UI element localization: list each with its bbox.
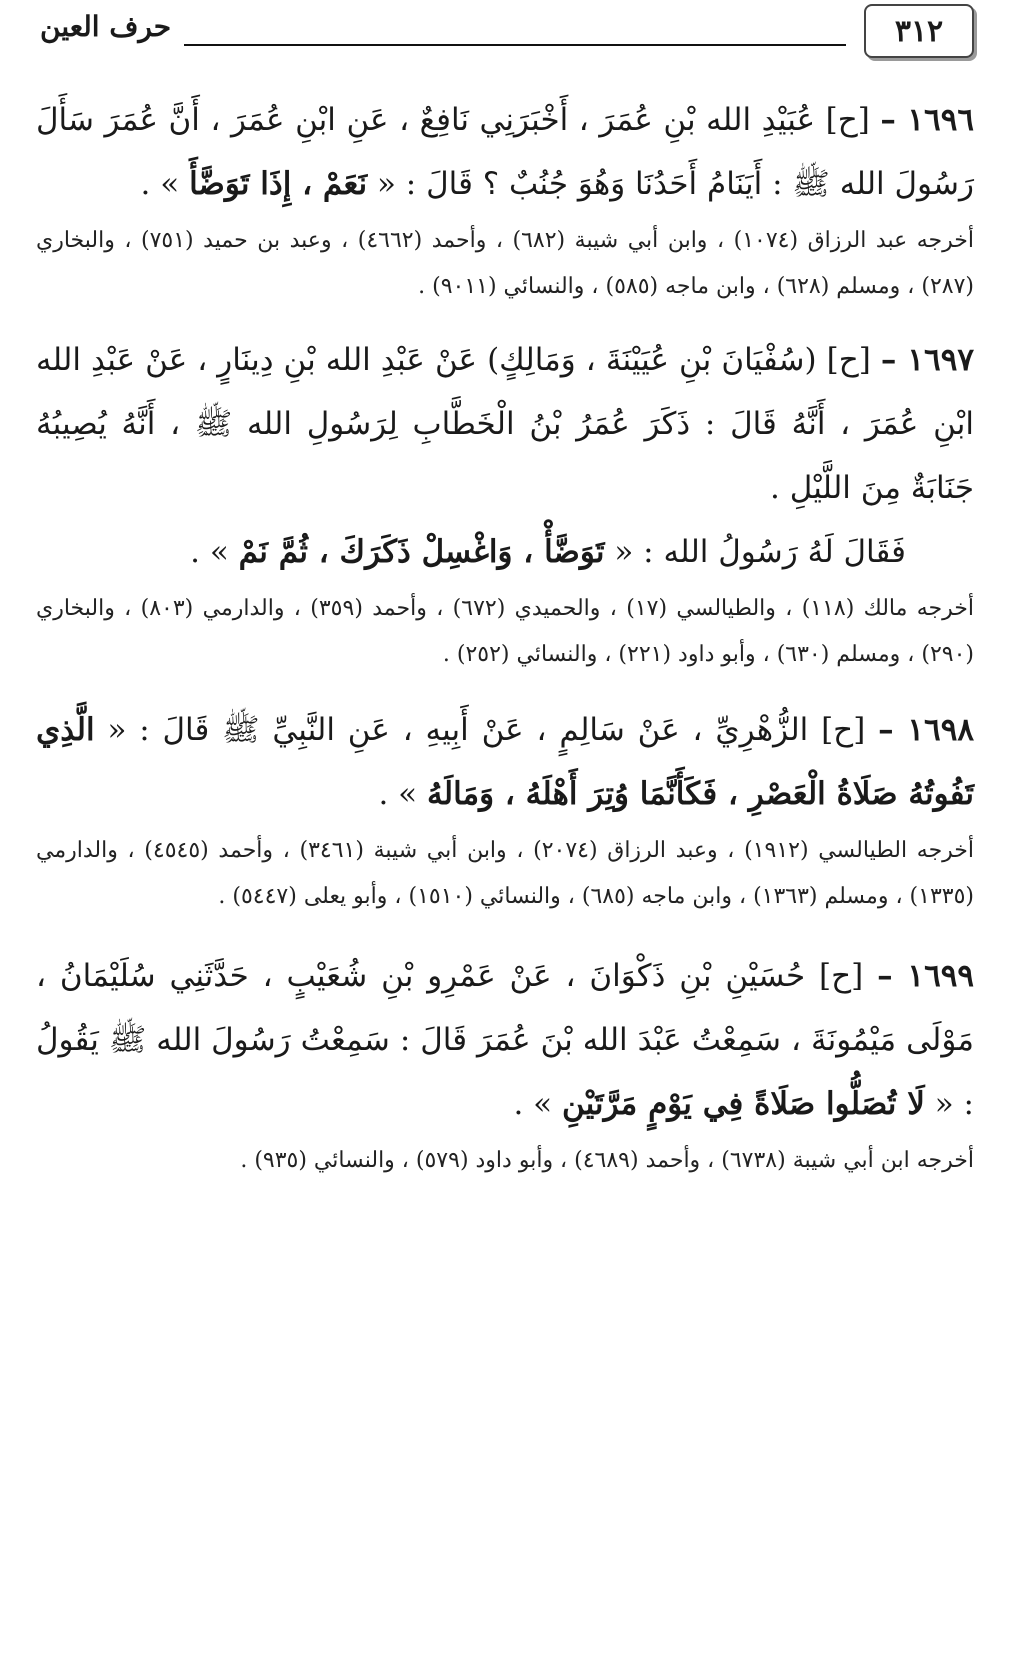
takhrij: أخرجه ابن أبي شيبة (٦٧٣٨) ، وأحمد (٤٦٨٩) ، وأبو داود (٥٧٩) ، والنسائي (٩٣٥) . <box>240 1148 974 1173</box>
hadith-number: ١٦٩٨ – <box>878 712 974 748</box>
hadith-end: » . <box>513 1086 553 1122</box>
running-title: حرف العين <box>40 10 172 43</box>
hadith-number: ١٦٩٩ – <box>877 958 975 994</box>
hadith-1698 <box>36 698 974 920</box>
hadith-text <box>36 698 974 826</box>
hadith-number: ١٦٩٧ – <box>880 342 975 378</box>
hadith-1696 <box>36 88 974 310</box>
hadith-text <box>36 944 974 1136</box>
hadith-text <box>36 328 974 584</box>
hadith-continuation <box>36 520 974 584</box>
hadith-quote: نَعَمْ ، إِذَا تَوَضَّأَ <box>189 166 368 202</box>
hadith-end: » . <box>378 776 418 812</box>
page-header <box>36 4 974 60</box>
header-rule <box>184 44 846 46</box>
hadith-1699 <box>36 944 974 1184</box>
hadith-number: ١٦٩٦ – <box>880 102 975 138</box>
page-body <box>36 88 974 1184</box>
hadith-end: » . <box>140 166 180 202</box>
hadith-quote: الَّذِي تَفُوتُهُ صَلَاةُ الْعَصْرِ ، فَكَأَنَّمَا وُتِرَ أَهْلَهُ ، وَمَالَهُ <box>36 712 974 812</box>
hadith-1697 <box>36 328 974 678</box>
hadith-chain: [ح] الزُّهْرِيِّ ، عَنْ سَالِمٍ ، عَنْ أَبِيهِ ، عَنِ النَّبِيِّ ﷺ قَالَ : « <box>107 712 866 748</box>
hadith-text <box>36 88 974 216</box>
hadith-end: » . <box>190 534 229 570</box>
hadith-quote: تَوَضَّأْ ، وَاغْسِلْ ذَكَرَكَ ، ثُمَّ نَمْ <box>238 534 605 570</box>
page-number: ٣١٢ <box>864 4 974 58</box>
hadith-chain: [ح] عُبَيْدِ الله بْنِ عُمَرَ ، أَخْبَرَنِي نَافِعٌ ، عَنِ ابْنِ عُمَرَ ، أَنَّ عُمَرَ سَأَلَ رَسُولَ الله ﷺ : أَيَنَامُ أَحَدُنَا وَهُوَ جُنُبٌ ؟ قَالَ : « <box>36 102 974 202</box>
hadith-chain: [ح] حُسَيْنِ بْنِ ذَكْوَانَ ، عَنْ عَمْرِو بْنِ شُعَيْبٍ ، حَدَّثَنِي سُلَيْمَانُ ، مَوْلَى مَيْمُونَةَ ، سَمِعْتُ عَبْدَ الله بْنَ عُمَرَ قَالَ : سَمِعْتُ رَسُولَ الله ﷺ يَقُولُ : « <box>36 958 974 1122</box>
hadith-text2: فَقَالَ لَهُ رَسُولُ الله : « <box>614 534 906 570</box>
takhrij: أخرجه مالك (١١٨) ، والطيالسي (١٧) ، والحميدي (٦٧٢) ، وأحمد (٣٥٩) ، والدارمي (٨٠٣) ، والبخاري (٢٩٠) ، ومسلم (٦٣٠) ، وأبو داود (٢٢١) ، والنسائي (٢٥٢) . <box>36 596 975 667</box>
takhrij: أخرجه الطيالسي (١٩١٢) ، وعبد الرزاق (٢٠٧٤) ، وابن أبي شيبة (٣٤٦١) ، وأحمد (٤٥٤٥) ، والدارمي (١٣٣٥) ، ومسلم (١٣٦٣) ، وابن ماجه (٦٨٥) ، والنسائي (١٥١٠) ، وأبو يعلى (٥٤٤٧) . <box>36 838 975 909</box>
hadith-chain: [ح] (سُفْيَانَ بْنِ عُيَيْنَةَ ، وَمَالِكٍ) عَنْ عَبْدِ الله بْنِ دِينَارٍ ، عَنْ عَبْدِ الله ابْنِ عُمَرَ ، أَنَّهُ قَالَ : ذَكَرَ عُمَرُ بْنُ الْخَطَّابِ لِرَسُولِ الله ﷺ ، أَنَّهُ يُصِيبُهُ جَنَابَةٌ مِنَ اللَّيْلِ . <box>36 342 974 506</box>
takhrij: أخرجه عبد الرزاق (١٠٧٤) ، وابن أبي شيبة (٦٨٢) ، وأحمد (٤٦٦٢) ، وعبد بن حميد (٧٥١) ، والبخاري (٢٨٧) ، ومسلم (٦٢٨) ، وابن ماجه (٥٨٥) ، والنسائي (٩٠١١) . <box>36 228 974 299</box>
hadith-quote: لَا تُصَلُّوا صَلَاةً فِي يَوْمٍ مَرَّتَيْنِ <box>561 1086 925 1122</box>
